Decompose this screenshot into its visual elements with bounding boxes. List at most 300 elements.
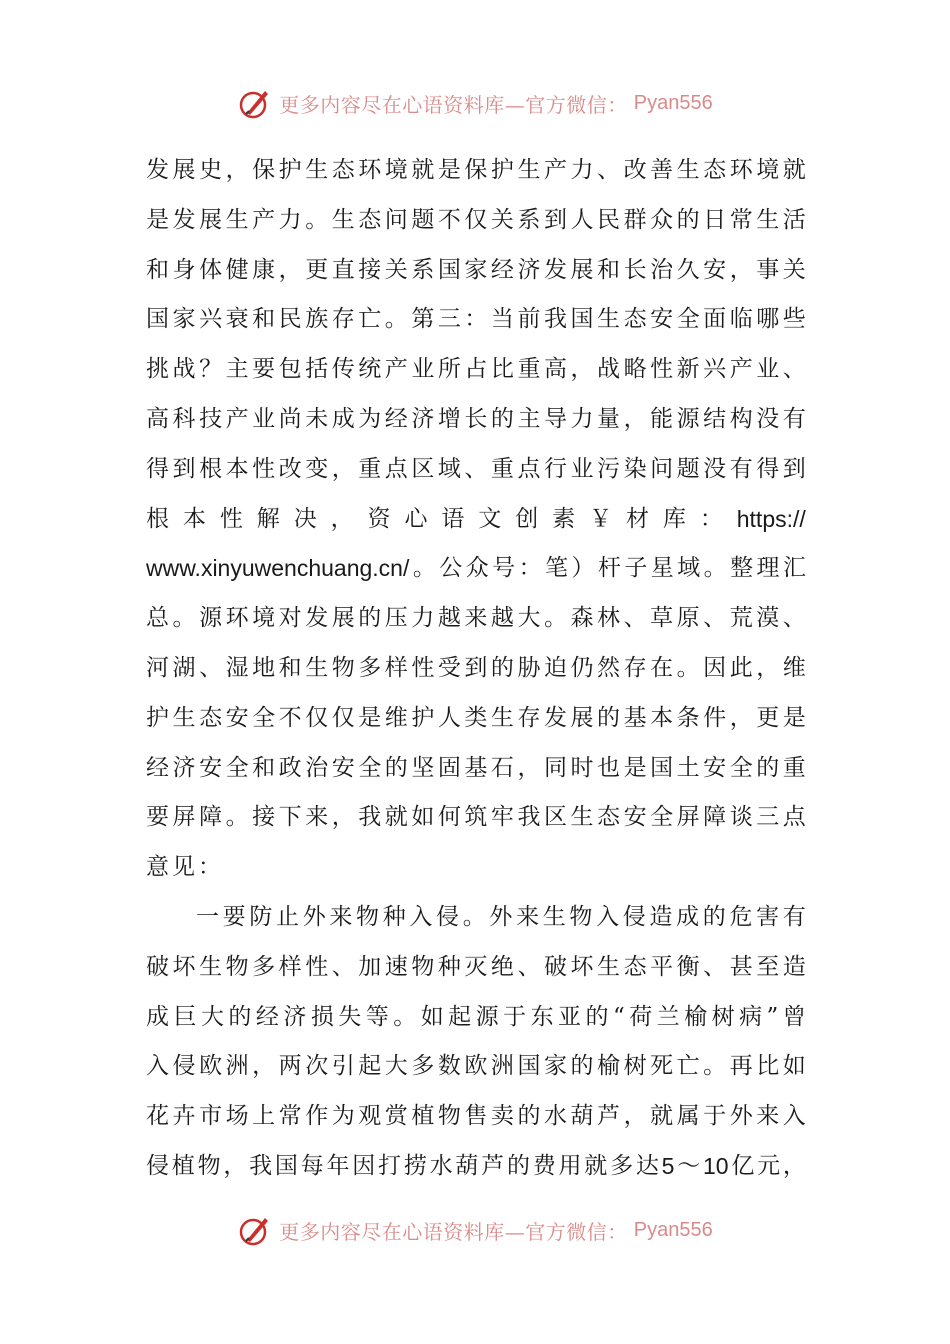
text-segment: 物: [356, 903, 380, 930]
text-segment: 号: [492, 555, 516, 582]
text-segment: 来: [329, 903, 353, 930]
text-segment: 业: [570, 455, 594, 482]
text-segment: 造: [782, 953, 806, 980]
text-line: [146, 196, 806, 246]
text-segment: 发: [172, 206, 196, 233]
text-segment: 屏: [676, 804, 700, 831]
text-segment: 生: [597, 306, 621, 333]
text-segment: 榆: [597, 1053, 621, 1080]
document-body: [146, 146, 806, 1192]
text-segment: 迫: [543, 654, 567, 681]
text-segment: 统: [358, 356, 382, 383]
text-segment: 子: [624, 555, 648, 582]
text-segment: 健: [225, 256, 249, 283]
text-segment: 漠: [756, 605, 780, 632]
text-segment: 树: [623, 1053, 647, 1080]
text-segment: 衰: [225, 306, 249, 333]
text-segment: 物: [331, 654, 355, 681]
text-segment: 坚: [411, 754, 435, 781]
text-segment: 因: [352, 1152, 376, 1179]
text-segment: 产: [543, 157, 567, 183]
text-segment: 全: [358, 754, 382, 781]
text-segment: 略: [623, 356, 647, 383]
text-segment: 杆: [597, 555, 621, 582]
text-segment: 用: [558, 1152, 582, 1179]
text-segment: 和: [597, 256, 621, 283]
text-segment: 。: [393, 1003, 417, 1030]
text-segment: 关: [490, 206, 514, 233]
text-segment: 死: [650, 1053, 674, 1080]
text-segment: 生: [199, 953, 223, 980]
text-segment: 的: [506, 1152, 530, 1179]
text-segment: 水: [543, 1103, 567, 1130]
text-segment: 越: [490, 605, 514, 632]
text-segment: 一: [196, 903, 219, 930]
text-segment: 牢: [490, 804, 514, 831]
text-segment: 仅: [305, 704, 329, 731]
text-segment: 力: [570, 405, 594, 432]
text-segment: 欧: [464, 1053, 488, 1080]
text-segment: 地: [252, 654, 276, 681]
text-segment: 生: [676, 157, 700, 183]
text-segment: 库: [662, 505, 686, 532]
text-segment: 本: [225, 455, 249, 482]
text-segment: 三: [756, 804, 780, 831]
text-segment: 临: [729, 306, 753, 333]
text-segment: 解: [256, 505, 280, 532]
text-segment: 外: [729, 1103, 753, 1130]
text-segment: 止: [276, 903, 300, 930]
text-segment: 作: [305, 1103, 329, 1130]
text-segment: 国: [570, 306, 594, 333]
text-segment: 区: [411, 455, 435, 482]
header-banner-text: 更多内容尽在心语资料库—官方微信：: [279, 92, 628, 117]
text-segment: 引: [331, 1053, 355, 1080]
text-segment: 。: [225, 804, 249, 831]
text-segment: 元: [757, 1152, 781, 1179]
text-segment: 压: [384, 605, 408, 632]
text-segment: 生: [542, 903, 566, 930]
text-segment: 些: [782, 306, 806, 333]
text-segment: 石: [490, 754, 514, 781]
text-segment: 。: [172, 605, 196, 632]
text-segment: ，: [756, 654, 780, 681]
text-segment: 达: [635, 1152, 659, 1179]
text-segment: 兰: [656, 1003, 680, 1030]
text-segment: 安: [650, 306, 674, 333]
text-segment: 第: [411, 306, 435, 333]
text-segment: 兴: [703, 356, 727, 383]
text-segment: 对: [278, 605, 302, 632]
text-segment: 入: [782, 1103, 806, 1130]
text-segment: 侵: [172, 1053, 196, 1080]
text-segment: 汇: [782, 555, 806, 582]
text-segment: 全: [676, 306, 700, 333]
text-segment: 多: [358, 654, 382, 681]
text-segment: 生: [172, 704, 196, 731]
text-segment: 是: [146, 206, 169, 233]
text-segment: 安: [623, 804, 647, 831]
text-segment: 速: [384, 953, 408, 980]
text-segment: 众: [650, 206, 674, 233]
text-segment: 。: [703, 1053, 727, 1080]
text-segment: 未: [305, 405, 329, 432]
text-segment: 态: [597, 804, 621, 831]
text-segment: 的: [490, 654, 514, 681]
text-segment: 防: [249, 903, 273, 930]
text-segment: 水: [429, 1152, 453, 1179]
text-segment: 长: [464, 405, 488, 432]
text-segment: 的: [490, 405, 514, 432]
text-segment: 是: [623, 754, 647, 781]
text-segment: 草: [650, 605, 674, 632]
text-segment: 国: [517, 1053, 541, 1080]
text-segment: 态: [703, 157, 727, 183]
text-segment: 葫: [455, 1152, 479, 1179]
text-segment: 筑: [464, 804, 488, 831]
text-segment: 到: [782, 455, 806, 482]
text-segment: 占: [464, 356, 488, 383]
text-segment: 来: [305, 804, 329, 831]
text-segment: 意见：: [146, 854, 224, 881]
text-segment: 为: [358, 405, 382, 432]
text-segment: 根: [199, 455, 223, 482]
text-segment: 侵: [622, 903, 646, 930]
text-segment: 物: [411, 953, 435, 980]
text-segment: 属: [676, 1103, 700, 1130]
text-segment: 就: [650, 1103, 674, 1130]
text-segment: 重: [490, 455, 514, 482]
text-segment: ）: [571, 555, 595, 582]
text-segment: 不: [278, 704, 302, 731]
text-segment: 战: [172, 356, 196, 383]
text-segment: 境: [252, 605, 276, 632]
text-segment: 材: [625, 505, 649, 532]
text-segment: 本: [650, 704, 674, 731]
text-segment: 赏: [384, 1103, 408, 1130]
text-segment: 技: [199, 405, 223, 432]
text-segment: 要: [222, 903, 246, 930]
text-segment: 源: [199, 605, 223, 632]
text-segment: 件: [703, 704, 727, 731]
text-segment: 的: [228, 1003, 252, 1030]
text-segment: 变: [305, 455, 329, 482]
text-segment: 护: [411, 704, 435, 731]
text-segment: 芦: [597, 1103, 621, 1130]
text-segment: 增: [437, 405, 461, 432]
text-segment: 在: [650, 654, 674, 681]
text-segment: 每: [300, 1152, 324, 1179]
text-segment: 国: [274, 1152, 298, 1179]
text-segment: 不: [437, 206, 461, 233]
text-segment: ，: [331, 455, 355, 482]
text-segment: 物: [225, 953, 249, 980]
text-segment: ，: [623, 405, 647, 432]
text-segment: ，: [729, 704, 753, 731]
quill-logo-icon: [237, 1212, 273, 1248]
text-segment: 、: [331, 953, 355, 980]
text-segment: 、: [703, 605, 727, 632]
text-segment: 的: [517, 1103, 541, 1130]
text-segment: 树: [711, 1003, 735, 1030]
text-segment: 种: [382, 903, 406, 930]
text-segment: 胁: [517, 654, 541, 681]
text-segment: 的: [702, 903, 726, 930]
text-segment: 传: [331, 356, 355, 383]
text-segment: 人: [437, 704, 461, 731]
text-segment: 心: [404, 505, 428, 532]
text-segment: 谈: [729, 804, 753, 831]
text-segment: 有: [729, 455, 753, 482]
text-segment: 破: [543, 953, 567, 980]
text-segment: 群: [623, 206, 647, 233]
text-segment: ：: [464, 306, 488, 333]
text-segment: 外: [302, 903, 326, 930]
header-banner-id: Pyan556: [633, 91, 713, 114]
text-segment: 来: [464, 605, 488, 632]
text-segment: 花: [146, 1103, 169, 1130]
text-segment: 为: [331, 1103, 355, 1130]
text-line: [146, 694, 806, 744]
text-line: [146, 146, 806, 196]
text-segment: 、: [199, 654, 223, 681]
text-segment: 来: [516, 903, 540, 930]
text-segment: 巨: [173, 1003, 197, 1030]
text-segment: 土: [676, 754, 700, 781]
text-segment: 仍: [570, 654, 594, 681]
text-segment: ，: [570, 356, 594, 383]
text-segment: 力: [278, 206, 302, 233]
text-segment: 域: [677, 555, 701, 582]
text-segment: 人: [570, 206, 594, 233]
text-segment: 越: [437, 605, 461, 632]
text-line: [146, 1042, 806, 1092]
text-segment: 森: [570, 605, 594, 632]
text-segment: 直: [331, 256, 355, 283]
text-segment: 安: [703, 754, 727, 781]
text-segment: 民: [278, 306, 302, 333]
text-segment: 衡: [676, 953, 700, 980]
text-line: [146, 893, 806, 943]
text-segment: 全: [650, 804, 674, 831]
text-segment: 我: [543, 306, 567, 333]
text-segment: 性: [411, 654, 435, 681]
text-segment: 失: [338, 1003, 362, 1030]
text-segment: 新: [676, 356, 700, 383]
text-segment: 治: [305, 754, 329, 781]
text-segment: 题: [411, 206, 435, 233]
text-segment: 、: [623, 605, 647, 632]
text-segment: 生: [225, 206, 249, 233]
text-segment: 。: [462, 903, 486, 930]
text-segment: 更: [756, 704, 780, 731]
text-line: [146, 843, 806, 893]
text-segment: 史: [199, 157, 223, 183]
text-line: [146, 1092, 806, 1142]
text-segment: 种: [437, 953, 461, 980]
text-segment: 没: [756, 405, 780, 432]
text-segment: 态: [623, 953, 647, 980]
text-segment: 是: [358, 704, 382, 731]
text-segment: 的: [570, 1053, 594, 1080]
text-segment: 染: [623, 455, 647, 482]
text-segment: 展: [570, 256, 594, 283]
text-segment: 安: [703, 256, 727, 283]
text-segment: 国: [437, 256, 461, 283]
text-segment: 亡: [358, 306, 382, 333]
text-segment: 日: [703, 206, 727, 233]
text-segment: 经: [384, 405, 408, 432]
text-segment: 欧: [199, 1053, 223, 1080]
text-segment: 和: [278, 654, 302, 681]
text-segment: 多: [610, 1152, 634, 1179]
text-segment: 生: [756, 206, 780, 233]
text-segment: 安: [225, 704, 249, 731]
text-segment: 改: [623, 157, 647, 183]
text-segment: ：: [518, 555, 542, 582]
text-segment: 5: [661, 1152, 675, 1179]
text-segment: ，: [517, 754, 541, 781]
text-segment: 济: [411, 405, 435, 432]
text-segment: 全: [225, 754, 249, 781]
text-segment: 洲: [490, 1053, 514, 1080]
text-segment: 护: [146, 704, 169, 731]
text-segment: 就: [782, 157, 806, 183]
text-segment: “: [612, 1003, 625, 1030]
text-segment: 安: [331, 754, 355, 781]
text-line: [146, 395, 806, 445]
text-segment: 到: [464, 654, 488, 681]
text-segment: 康: [252, 256, 276, 283]
text-segment: 条: [676, 704, 700, 731]
text-segment: 经: [255, 1003, 279, 1030]
text-segment: 理: [756, 555, 780, 582]
text-segment: 。: [543, 605, 567, 632]
text-segment: 生: [305, 157, 329, 183]
text-segment: 坏: [570, 953, 594, 980]
text-segment: 也: [597, 754, 621, 781]
text-segment: 我: [358, 804, 382, 831]
text-segment: 植: [171, 1152, 195, 1179]
text-segment: 就: [584, 1152, 608, 1179]
text-segment: 要: [252, 356, 276, 383]
text-segment: 能: [650, 405, 674, 432]
text-segment: 何: [437, 804, 461, 831]
text-line: [146, 793, 806, 843]
text-segment: 区: [543, 804, 567, 831]
text-segment: 系: [517, 206, 541, 233]
text-segment: 费: [532, 1152, 556, 1179]
text-segment: 战: [597, 356, 621, 383]
text-segment: 高: [543, 356, 567, 383]
text-segment: 安: [199, 754, 223, 781]
text-segment: 生: [331, 206, 355, 233]
text-segment: 发: [543, 256, 567, 283]
quill-logo-icon: [237, 85, 273, 121]
text-segment: 哪: [756, 306, 780, 333]
text-segment: 括: [305, 356, 329, 383]
text-segment: 素: [552, 505, 576, 532]
text-segment: 生: [305, 654, 329, 681]
text-segment: 曾: [782, 1003, 806, 1030]
text-segment: 年: [326, 1152, 350, 1179]
text-segment: 病: [739, 1003, 763, 1030]
text-segment: 态: [331, 157, 355, 183]
text-segment: 到: [172, 455, 196, 482]
text-segment: 等: [365, 1003, 389, 1030]
text-segment: 如: [420, 1003, 444, 1030]
text-segment: 来: [756, 1103, 780, 1130]
text-segment: 高: [146, 405, 169, 432]
text-segment: 业: [756, 356, 780, 383]
text-segment: 济: [517, 256, 541, 283]
text-line: [146, 943, 806, 993]
text-segment: 、: [782, 356, 806, 383]
text-segment: 灭: [464, 953, 488, 980]
text-segment: 保: [252, 157, 276, 183]
text-line: [146, 295, 806, 345]
text-segment: 生: [490, 704, 514, 731]
text-segment: 发: [305, 605, 329, 632]
text-segment: 力: [411, 605, 435, 632]
text-segment: 国: [650, 754, 674, 781]
text-line: [146, 594, 806, 644]
text-segment: 系: [411, 256, 435, 283]
text-segment: 加: [358, 953, 382, 980]
text-segment: 因: [703, 654, 727, 681]
text-segment: 态: [623, 306, 647, 333]
text-segment: 。: [305, 206, 329, 233]
text-segment: www.xinyuwenchuang.cn/: [146, 555, 410, 582]
text-segment: 产: [729, 356, 753, 383]
text-segment: 展: [172, 157, 196, 183]
text-segment: 10: [702, 1152, 729, 1179]
text-segment: 。: [384, 306, 408, 333]
text-segment: 亡: [676, 1053, 700, 1080]
text-segment: 起: [358, 1053, 382, 1080]
text-segment: 身: [172, 256, 196, 283]
text-segment: 经: [146, 754, 169, 781]
text-segment: 展: [199, 206, 223, 233]
text-segment: 河: [146, 654, 169, 681]
text-segment: 平: [650, 953, 674, 980]
text-segment: 关: [384, 256, 408, 283]
text-segment: 湿: [225, 654, 249, 681]
text-segment: 于: [503, 1003, 527, 1030]
text-segment: ”: [766, 1003, 779, 1030]
text-segment: 全: [729, 754, 753, 781]
text-segment: 家: [543, 1053, 567, 1080]
text-segment: 和: [252, 754, 276, 781]
text-segment: 比: [756, 1053, 780, 1080]
text-segment: 是: [437, 157, 461, 183]
text-segment: 害: [756, 903, 780, 930]
text-segment: 更: [305, 256, 329, 283]
text-segment: 性: [650, 356, 674, 383]
text-segment: 污: [597, 455, 621, 482]
text-segment: 源: [676, 405, 700, 432]
text-segment: 观: [358, 1103, 382, 1130]
text-segment: 展: [570, 704, 594, 731]
text-segment: 前: [517, 306, 541, 333]
text-segment: 经: [490, 256, 514, 283]
text-segment: https://: [736, 505, 806, 532]
text-segment: 葫: [570, 1103, 594, 1130]
text-segment: 导: [543, 405, 567, 432]
text-line: [146, 345, 806, 395]
text-segment: 重: [782, 754, 806, 781]
text-segment: 然: [597, 654, 621, 681]
